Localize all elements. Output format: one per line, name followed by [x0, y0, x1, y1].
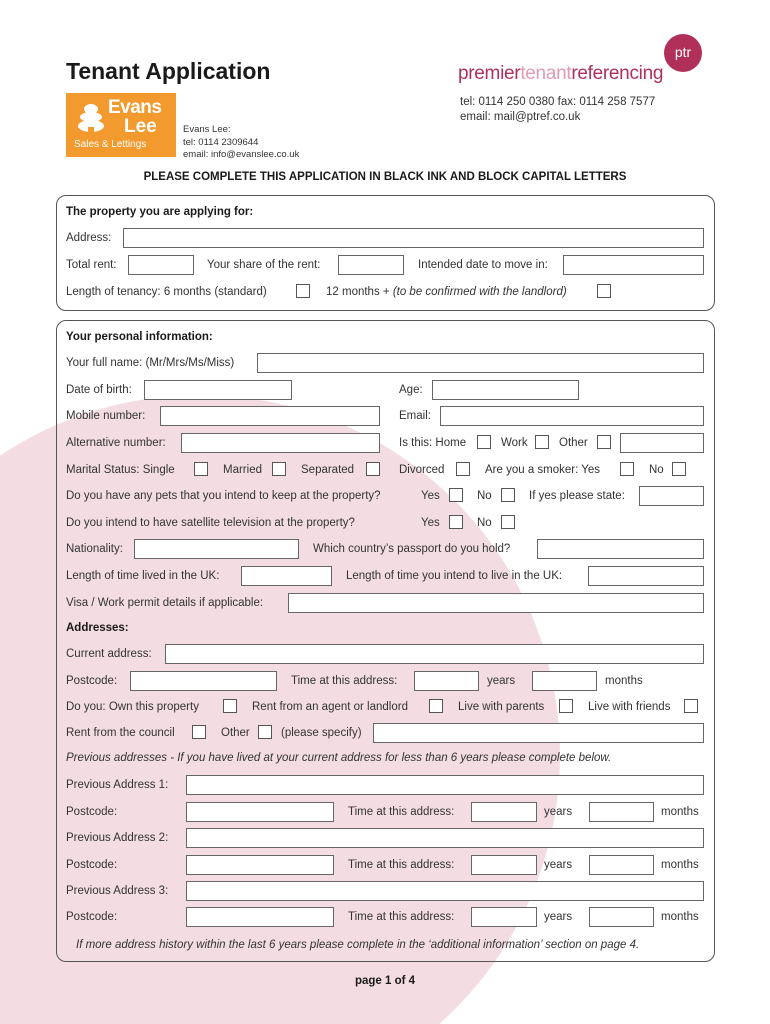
- alt-home-checkbox[interactable]: [477, 435, 491, 449]
- prev1-years-label: years: [544, 806, 573, 818]
- mobile-field[interactable]: [160, 406, 380, 426]
- live-friends-label: Live with friends: [588, 701, 671, 713]
- prev2-label: Previous Address 2:: [66, 832, 169, 844]
- more-history-note: If more address history within the last 6 years please complete in the ‘additional information’ section on page 4.: [76, 939, 640, 951]
- prev3-postcode-label: Postcode:: [66, 911, 118, 923]
- other-residence-field[interactable]: [373, 723, 704, 743]
- alt-work-label: Work: [501, 437, 528, 449]
- agent-email: email: info@evanslee.co.uk: [183, 149, 300, 160]
- prev1-label: Previous Address 1:: [66, 779, 169, 791]
- pets-label: Do you have any pets that you intend to keep at the property?: [66, 490, 381, 502]
- beehive-icon: [76, 101, 106, 135]
- property-heading: The property you are applying for:: [66, 206, 254, 218]
- satellite-yes-label: Yes: [421, 517, 440, 529]
- satellite-no-checkbox[interactable]: [501, 515, 515, 529]
- ptr-badge-logo: ptr: [664, 34, 702, 72]
- rent-agent-label: Rent from an agent or landlord: [252, 701, 408, 713]
- other-residence-checkbox[interactable]: [258, 725, 272, 739]
- age-label: Age:: [399, 384, 423, 396]
- pets-state-field[interactable]: [639, 486, 704, 506]
- please-specify-label: (please specify): [281, 727, 362, 739]
- prev3-address-field[interactable]: [186, 881, 704, 901]
- intend-uk-field[interactable]: [588, 566, 704, 586]
- ptr-word-premier: premier: [458, 63, 521, 84]
- satellite-label: Do you intend to have satellite television at the property?: [66, 517, 355, 529]
- ptr-word-referencing: referencing: [571, 63, 664, 84]
- prev1-months-label: months: [661, 806, 699, 818]
- satellite-yes-checkbox[interactable]: [449, 515, 463, 529]
- smoker-yes-label: Are you a smoker: Yes: [485, 464, 601, 476]
- time-uk-field[interactable]: [241, 566, 332, 586]
- current-address-label: Current address:: [66, 648, 152, 660]
- completion-instruction: PLEASE COMPLETE THIS APPLICATION IN BLACK INK AND BLOCK CAPITAL LETTERS: [143, 171, 627, 183]
- prev3-months-label: months: [661, 911, 699, 923]
- tenancy-label: Length of tenancy: 6 months (standard): [66, 286, 267, 298]
- current-address-field[interactable]: [165, 644, 704, 664]
- prev3-years-label: years: [544, 911, 573, 923]
- ptr-word-tenant: tenant: [520, 63, 572, 84]
- share-rent-label: Your share of the rent:: [207, 259, 321, 271]
- prev2-years-field[interactable]: [471, 855, 537, 875]
- pets-yes-label: Yes: [421, 490, 440, 502]
- current-months-field[interactable]: [532, 671, 597, 691]
- divorced-label: Divorced: [399, 464, 445, 476]
- current-months-label: months: [605, 675, 643, 687]
- property-address-field[interactable]: [123, 228, 704, 248]
- visa-field[interactable]: [288, 593, 704, 613]
- current-postcode-field[interactable]: [130, 671, 277, 691]
- logo-text-sales-lettings: Sales & Lettings: [74, 139, 147, 150]
- prev3-months-field[interactable]: [589, 907, 654, 927]
- logo-text-lee: Lee: [124, 116, 157, 137]
- age-field[interactable]: [432, 380, 579, 400]
- intend-uk-label: Length of time you intend to live in the UK:: [346, 570, 563, 582]
- prev3-postcode-field[interactable]: [186, 907, 334, 927]
- prev2-postcode-field[interactable]: [186, 855, 334, 875]
- divorced-checkbox[interactable]: [456, 462, 470, 476]
- tenancy-12-label: [326, 285, 567, 299]
- dob-field[interactable]: [144, 380, 292, 400]
- alt-number-label: Alternative number:: [66, 437, 166, 449]
- separated-label: Separated: [301, 464, 355, 476]
- married-label: Married: [223, 464, 262, 476]
- total-rent-label: Total rent:: [66, 259, 117, 271]
- alt-other-label: Other: [559, 437, 588, 449]
- ptr-phone: tel: 0114 250 0380 fax: 0114 258 7577: [460, 96, 656, 108]
- evans-lee-logo: [66, 93, 176, 157]
- full-name-label: Your full name: (Mr/Mrs/Ms/Miss): [66, 357, 235, 369]
- agent-contact: [183, 124, 299, 162]
- current-years-field[interactable]: [414, 671, 479, 691]
- single-checkbox[interactable]: [194, 462, 208, 476]
- prev2-time-label: Time at this address:: [348, 859, 455, 871]
- mobile-label: Mobile number:: [66, 410, 146, 422]
- time-uk-label: Length of time lived in the UK:: [66, 570, 220, 582]
- prev1-postcode-field[interactable]: [186, 802, 334, 822]
- alt-other-field[interactable]: [620, 433, 704, 453]
- alt-number-field[interactable]: [181, 433, 380, 453]
- previous-addresses-note: Previous addresses - If you have lived at your current address for less than 6 years please complete below.: [66, 752, 612, 764]
- smoker-yes-checkbox[interactable]: [620, 462, 634, 476]
- page-number: page 1 of 4: [354, 975, 416, 987]
- prev1-postcode-label: Postcode:: [66, 806, 118, 818]
- visa-label: Visa / Work permit details if applicable:: [66, 597, 264, 609]
- logo-text-evans: Evans: [108, 97, 162, 118]
- prev1-years-field[interactable]: [471, 802, 537, 822]
- live-parents-checkbox[interactable]: [559, 699, 573, 713]
- total-rent-field[interactable]: [128, 255, 194, 275]
- prev2-months-field[interactable]: [589, 855, 654, 875]
- current-postcode-label: Postcode:: [66, 675, 118, 687]
- passport-label: Which country’s passport do you hold?: [313, 543, 511, 555]
- other-residence-label: Other: [221, 727, 250, 739]
- rent-council-checkbox[interactable]: [192, 725, 206, 739]
- nationality-field[interactable]: [134, 539, 299, 559]
- personal-heading: Your personal information:: [66, 331, 213, 343]
- smoker-no-label: No: [649, 464, 664, 476]
- passport-field[interactable]: [537, 539, 704, 559]
- prev2-postcode-label: Postcode:: [66, 859, 118, 871]
- move-date-field[interactable]: [563, 255, 704, 275]
- married-checkbox[interactable]: [272, 462, 286, 476]
- email-field[interactable]: [440, 406, 704, 426]
- own-property-checkbox[interactable]: [223, 699, 237, 713]
- alt-work-checkbox[interactable]: [535, 435, 549, 449]
- pets-no-checkbox[interactable]: [501, 488, 515, 502]
- prev3-label: Previous Address 3:: [66, 885, 169, 897]
- full-name-field[interactable]: [257, 353, 704, 373]
- dob-label: Date of birth:: [66, 384, 132, 396]
- live-friends-checkbox[interactable]: [684, 699, 698, 713]
- tenancy-12-months-checkbox[interactable]: [597, 284, 611, 298]
- tenancy-12-note: (to be confirmed with the landlord): [392, 286, 567, 298]
- ptr-wordmark: [458, 63, 663, 85]
- pets-state-label: If yes please state:: [529, 490, 625, 502]
- page-title: Tenant Application: [66, 58, 271, 84]
- pets-no-label: No: [477, 490, 492, 502]
- addresses-heading: Addresses:: [66, 622, 129, 634]
- agent-name: Evans Lee:: [183, 124, 231, 135]
- prev2-years-label: years: [544, 859, 573, 871]
- prev2-address-field[interactable]: [186, 828, 704, 848]
- alt-other-checkbox[interactable]: [597, 435, 611, 449]
- ptr-email: email: mail@ptref.co.uk: [460, 111, 581, 123]
- prev3-time-label: Time at this address:: [348, 911, 455, 923]
- current-years-label: years: [487, 675, 516, 687]
- satellite-no-label: No: [477, 517, 492, 529]
- tenancy-12-text: 12 months +: [326, 286, 393, 298]
- prev1-time-label: Time at this address:: [348, 806, 455, 818]
- prev3-years-field[interactable]: [471, 907, 537, 927]
- is-this-home-label: Is this: Home: [399, 437, 467, 449]
- share-rent-field[interactable]: [338, 255, 404, 275]
- email-label: Email:: [399, 410, 431, 422]
- separated-checkbox[interactable]: [366, 462, 380, 476]
- nationality-label: Nationality:: [66, 543, 123, 555]
- prev1-address-field[interactable]: [186, 775, 704, 795]
- address-label: Address:: [66, 232, 112, 244]
- current-time-label: Time at this address:: [291, 675, 398, 687]
- smoker-no-checkbox[interactable]: [672, 462, 686, 476]
- live-parents-label: Live with parents: [458, 701, 545, 713]
- prev1-months-field[interactable]: [589, 802, 654, 822]
- rent-agent-checkbox[interactable]: [429, 699, 443, 713]
- tenancy-6-months-checkbox[interactable]: [296, 284, 310, 298]
- agent-tel: tel: 0114 2309644: [183, 136, 259, 148]
- own-property-label: Do you: Own this property: [66, 701, 199, 713]
- pets-yes-checkbox[interactable]: [449, 488, 463, 502]
- marital-single-label: Marital Status: Single: [66, 464, 175, 476]
- ptr-contact: [460, 95, 655, 125]
- prev2-months-label: months: [661, 859, 699, 871]
- rent-council-label: Rent from the council: [66, 727, 175, 739]
- move-date-label: Intended date to move in:: [418, 259, 548, 271]
